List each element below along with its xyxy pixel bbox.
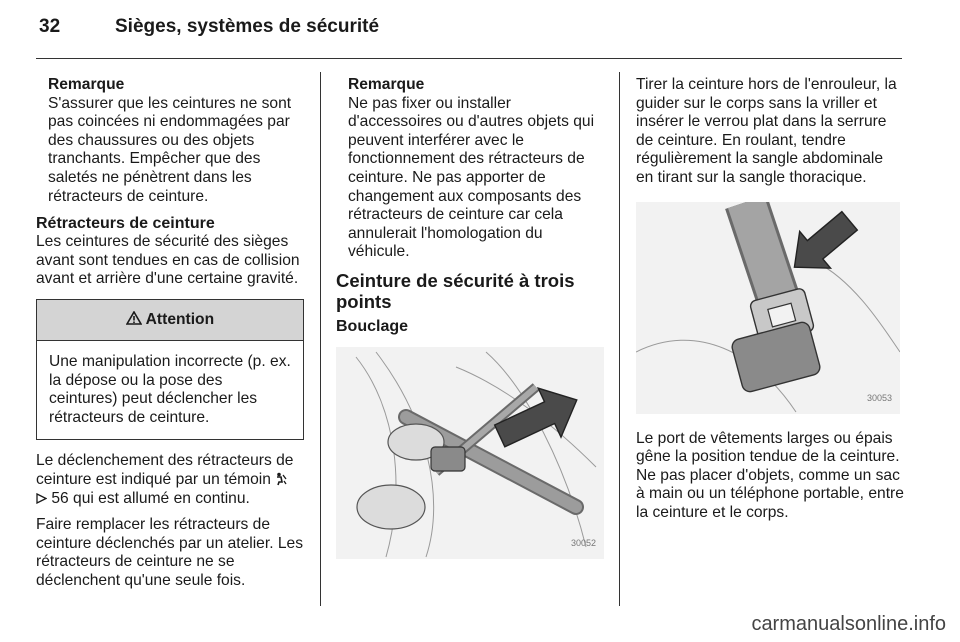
- loose-clothing-text: Le port de vêtements larges ou épais gêne la position tendue de la ceinture. Ne pas placer d'objets, comme un sac à main ou un téléphone portable, entre la ceinture et le corps.: [636, 429, 904, 521]
- note-2-text: Ne pas fixer ou installer d'accessoires ou d'autres objets qui peuvent interférer avec le fonctionnement des rétracteurs de ceinture. Ne pas apporter de changement aux composants des rétracteurs de ceinture car cela annulerait l'homologation du véhicule.: [348, 94, 595, 261]
- column-divider-1: [320, 72, 321, 606]
- illustration-number: 30053: [866, 392, 892, 403]
- section-title: Rétracteurs de ceinture: [36, 215, 215, 233]
- column-divider-2: [619, 72, 620, 606]
- seatbelt-warning-icon: [275, 471, 287, 488]
- note-1-text: S'assurer que les ceintures ne sont pas coincées ni endommagées par des chaussures ou des objets tranchants. Empêcher que des saletés ne pénètrent dans les rétracteurs de ceinture.: [48, 94, 292, 205]
- header-divider: [36, 58, 902, 59]
- pretensioner-indicator-text: [36, 452, 304, 508]
- illustration-number: 30052: [570, 537, 596, 548]
- warning-box: [36, 299, 304, 440]
- warning-header: [37, 300, 303, 341]
- buckling-illustration: [336, 347, 604, 559]
- column-2: [336, 76, 604, 559]
- section-text: Les ceintures de sécurité des sièges avant sont tendues en cas de collision avant et arrière d'une certaine gravité.: [36, 233, 300, 288]
- page-header: [35, 16, 925, 48]
- page-ref-arrow-icon: [36, 490, 51, 507]
- replacement-text: Faire remplacer les rétracteurs de ceinture déclenchés par un atelier. Les rétracteurs de ceinture ne se déclenchent qu'une seule fois.: [36, 516, 303, 589]
- note-1: [36, 76, 304, 206]
- warning-title: Attention: [145, 310, 215, 328]
- note-2-label: Remarque: [348, 76, 425, 93]
- three-point-belt-heading: Ceinture de sécurité à trois points: [336, 269, 575, 312]
- watermark: carmanualsonline.info: [751, 613, 946, 635]
- warning-icon: [126, 311, 146, 328]
- warning-text: Une manipulation incorrecte (p. ex. la dépose ou la pose des ceintures) peut déclencher les rétracteurs de ceinture.: [49, 352, 291, 426]
- pull-belt-text: Tirer la ceinture hors de l'enrouleur, la guider sur le corps sans la vriller et insérer le verrou plat dans la serrure de ceinture. En roulant, tendre régulièrement la sangle abdominale en tirant sur la sangle thoracique.: [636, 76, 897, 186]
- page-number: 32: [39, 16, 61, 37]
- fastening-subheading: Bouclage: [336, 317, 409, 335]
- note-2: [336, 76, 604, 262]
- page-title: Sièges, systèmes de sécurité: [115, 16, 380, 37]
- indicator-page-ref: 56 qui est allumé en continu.: [51, 489, 250, 507]
- indicator-text: Le déclenchement des rétracteurs de ceinture est indiqué par un témoin: [36, 452, 294, 488]
- column-3: [636, 76, 904, 531]
- note-1-label: Remarque: [48, 76, 125, 93]
- column-1: [36, 76, 304, 598]
- buckle-insert-illustration: [636, 202, 900, 414]
